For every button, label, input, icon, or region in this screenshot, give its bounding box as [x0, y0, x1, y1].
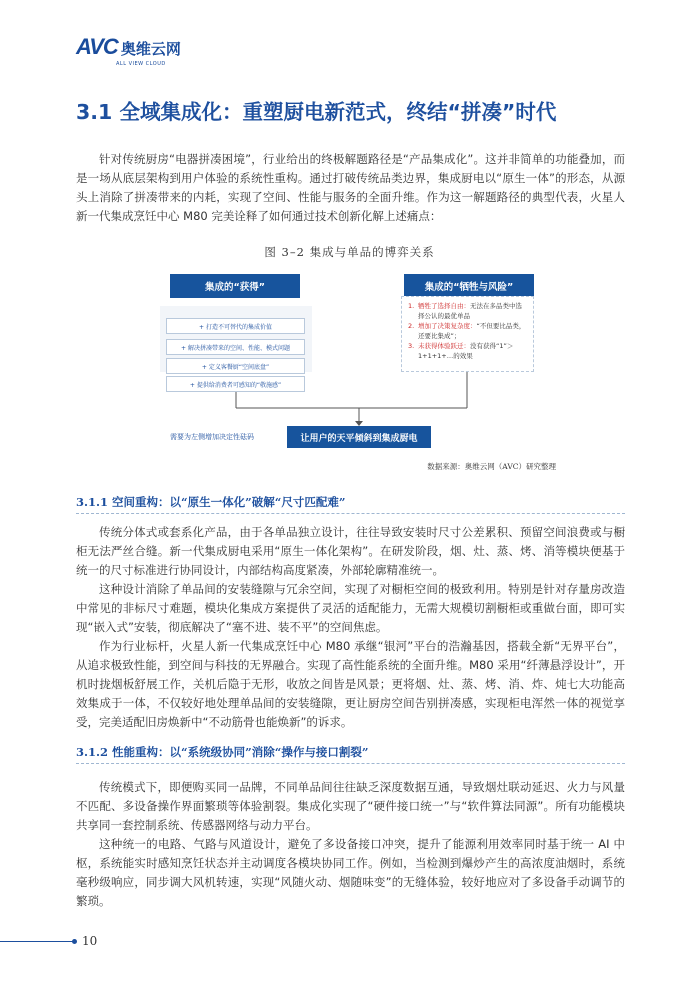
- risk-text: “不但要比品类，还要比集成”；: [418, 322, 526, 340]
- footer-line: [0, 941, 74, 942]
- footer-dot: [72, 939, 77, 944]
- result-box: 让用户的天平倾斜到集成厨电: [287, 426, 431, 448]
- left-note: 需要为左侧增加决定性砝码: [170, 433, 254, 441]
- paragraph: 传统模式下，即便购买同一品牌，不同单品间往往缺乏深度数据互通，导致烟灶联动延迟、火力与风量不匹配、多设备操作界面繁琐等体验割裂。集成化实现了“硬件接口统一”与“软件算法同源”。所有功能模块共享同一套控制系统、传感器网络与动力平台。: [76, 780, 625, 832]
- figure-title: 图 3–2 集成与单品的博弈关系: [264, 245, 435, 259]
- logo-name-cn: 奥维云网: [120, 40, 181, 58]
- risk-label: 牺牲了选择自由：: [418, 302, 470, 310]
- subsection-311-body: [76, 523, 625, 732]
- divider: [76, 763, 625, 764]
- gain-header: 集成的“获得”: [170, 274, 300, 298]
- gain-item: + 定义客餐厨“空间底盘”: [166, 358, 305, 374]
- risk-label: 增加了决策复杂度：: [418, 322, 477, 330]
- page-number: 10: [82, 934, 98, 948]
- risk-number: 2.: [408, 322, 415, 330]
- logo-name-en: ALL VIEW CLOUD: [116, 61, 166, 67]
- risk-text: 没有获得“1”＞1+1+1+…的效果: [418, 342, 514, 360]
- intro-text: 针对传统厨房“电器拼凑困境”，行业给出的终极解题路径是“产品集成化”。这并非简单的功能叠加，而是一场从底层架构到用户体验的系统性重构。通过打破传统品类边界，集成厨电以“原生一体”的形态，从源头上消除了拼凑带来的内耗，实现了空间、性能与服务的全面升维。作为这一解题路径的典型代表，火星人新一代集成烹饪中心 M80 完美诠释了如何通过技术创新化解上述痛点：: [76, 152, 625, 223]
- risk-number: 3.: [408, 342, 415, 350]
- section-title: 3.1 全域集成化：重塑厨电新范式，终结“拼凑”时代: [76, 100, 557, 124]
- paragraph: 这种统一的电路、气路与风道设计，避免了多设备接口冲突，提升了能源利用效率同时基于统一 AI 中枢，系统能实时感知烹饪状态并主动调度各模块协同工作。例如，当检测到爆炒产生的高浓度油烟时，系统毫秒级响应，同步调大风机转速，实现“风随火动、烟随味变”的无缝体验，较好地应对了多设备手动调节的繁琐。: [76, 837, 625, 908]
- divider: [76, 513, 625, 514]
- subsection-title-312: 3.1.2 性能重构：以“系统级协同”消除“操作与接口割裂”: [76, 745, 369, 759]
- subsection-312-body: [76, 778, 625, 911]
- paragraph: 传统分体式或套系化产品，由于各单品独立设计，往往导致安装时尺寸公差累积、预留空间浪费或与橱柜无法严丝合缝。新一代集成厨电采用“原生一体化架构”。在研发阶段，烟、灶、蒸、烤、消等模块便基于统一的尺寸标准进行协同设计，内部结构高度紧凑，外部轮廓精准统一。: [76, 525, 625, 577]
- paragraph: 作为行业标杆，火星人新一代集成烹饪中心 M80 承继“银河”平台的浩瀚基因，搭载全新“无界平台”，从追求极致性能，到空间与科技的无界融合。实现了高性能系统的全面升维。M80 采用“纤薄悬浮设计”，开机时拢烟板舒展工作，关机后隐于无形，收放之间皆是风景；更将烟、灶、蒸、烤、消、炸、炖七大功能高效集成于一体，不仅较好地处理单品间的安装缝隙，更让厨房空间告别拼凑感，实现柜电浑然一体的视觉享受，完美适配旧房焕新中“不动筋骨也能焕新”的诉求。: [76, 639, 625, 729]
- risk-text: 无法在多品类中选择公认的最优单品: [418, 302, 522, 320]
- figure-source: 数据来源：奥维云网（AVC）研究整理: [427, 462, 556, 471]
- risk-label: 未获得体验跃迁：: [418, 342, 470, 350]
- gain-item: + 提供给消费者可感知的“敬施感”: [166, 376, 305, 392]
- gain-item: + 打造不可替代的集成价值: [166, 318, 305, 334]
- gain-item: + 解决拼凑带来的空间、性能、模式问题: [166, 339, 305, 355]
- risk-number: 1.: [408, 302, 415, 310]
- logo-mark: AVC: [76, 34, 118, 59]
- paragraph: 这种设计消除了单品间的安装缝隙与冗余空间，实现了对橱柜空间的极致利用。特别是针对存量房改造中常见的非标尺寸难题，模块化集成方案提供了灵活的适配能力，无需大规模切割橱柜或重做台面，即可实现“嵌入式”安装，彻底解决了“塞不进、装不平”的空间焦虑。: [76, 582, 625, 634]
- risk-header: 集成的“牺牲与风险”: [404, 274, 534, 298]
- subsection-title-311: 3.1.1 空间重构：以“原生一体化”破解“尺寸匹配难”: [76, 495, 346, 509]
